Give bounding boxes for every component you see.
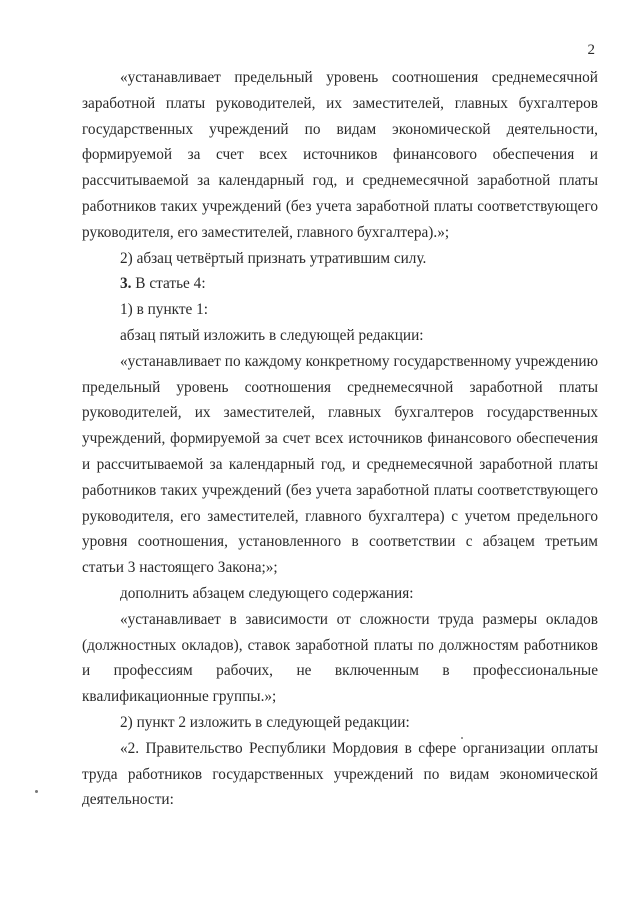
article-heading <box>82 271 598 297</box>
paragraph-supplement: дополнить абзацем следующего содержания: <box>120 584 414 602</box>
paragraph-quote-salaries: «устанавливает в зависимости от сложности труда размеры окладов (должностных окладов), ставок заработной платы по должностям работников и профессиям рабочих, не включенным в профессиональные квалификационные группы.»; <box>82 610 598 706</box>
paragraph-abzac-void: 2) абзац четвёртый признать утратившим силу. <box>120 249 427 267</box>
document-body <box>82 65 598 813</box>
scan-speck <box>35 790 38 793</box>
paragraph-quote-limit-level: «устанавливает предельный уровень соотношения среднемесячной заработной платы руководителей, их заместителей, главных бухгалтеров государственных учреждений по видам экономической деятельности, формируемой за счет всех источников финансового обеспечения и рассчитываемой за календарный год, и среднемесячной заработной платы работников таких учреждений (без учета заработной платы соответствующего руководителя, его заместителей, главного бухгалтера).»; <box>82 69 598 241</box>
paragraph-point-2: 2) пункт 2 изложить в следующей редакции: <box>120 713 410 731</box>
paragraph-point-1: 1) в пункте 1: <box>120 301 209 319</box>
scan-speck <box>461 737 463 739</box>
page-number: 2 <box>587 42 595 58</box>
article-heading-text: В статье 4: <box>131 275 206 293</box>
article-number: 3. <box>120 275 132 293</box>
paragraph-abzac-five: абзац пятый изложить в следующей редакции: <box>120 326 424 344</box>
paragraph-quote-each-institution: «устанавливает по каждому конкретному государственному учреждению предельный уровень соотношения среднемесячной заработной платы руководителей, их заместителей, главных бухгалтеров государственных учреждений, формируемой за счет всех источников финансового обеспечения и рассчитываемой за календарный год, и среднемесячной заработной платы работников таких учреждений (без учета заработной платы соответствующего руководителя, его заместителей, главного бухгалтера) с учетом предельного уровня соотношения, установленного в соответствии с абзацем третьим статьи 3 настоящего Закона;»; <box>82 352 598 577</box>
paragraph-quote-government: «2. Правительство Республики Мордовия в сфере организации оплаты труда работников государственных учреждений по видам экономической деятельности: <box>82 739 598 809</box>
